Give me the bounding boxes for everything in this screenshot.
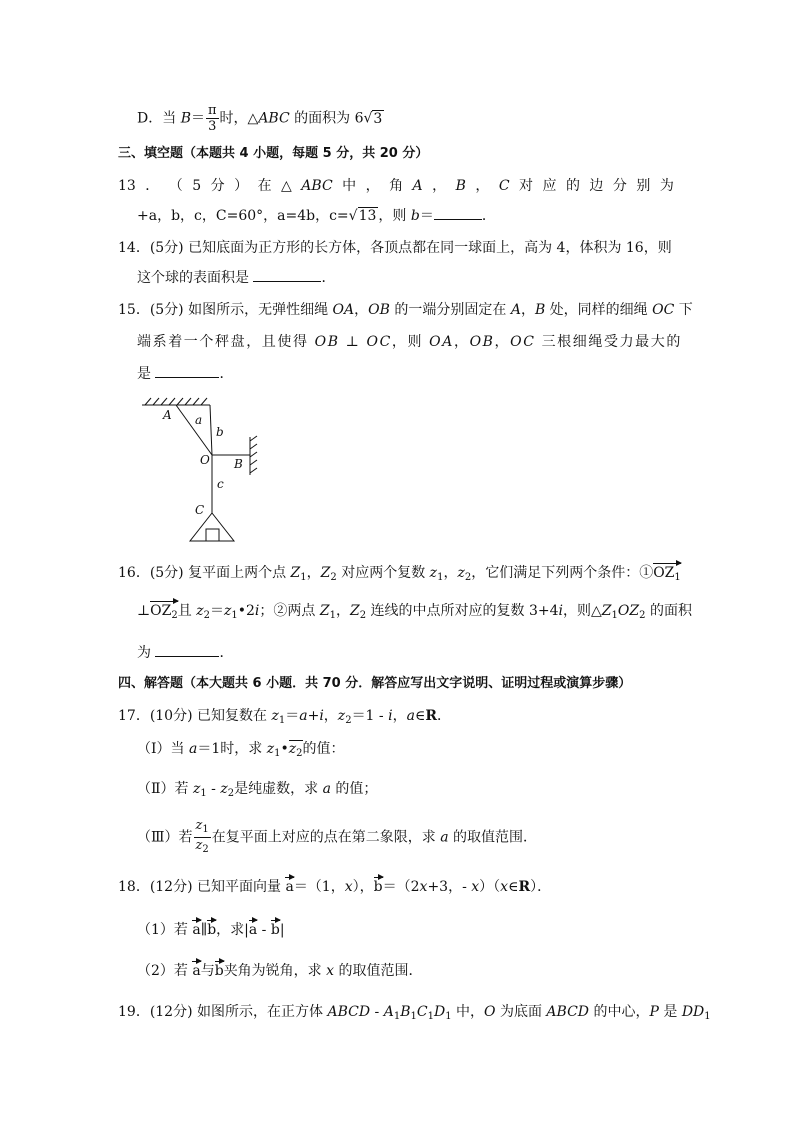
q14-line2: 这个球的表面积是 ． — [137, 270, 336, 286]
section-3-title: 三、填空题（本题共 4 小题，每题 5 分，共 20 分） — [118, 146, 429, 161]
label-a: a — [195, 413, 203, 427]
q13-token: 边 — [589, 178, 604, 194]
answer-blank-14[interactable] — [253, 269, 321, 282]
vector-oz1: $OZ_1$ — [653, 563, 681, 586]
q17-stem: 17．(10分) 已知复数在 $z_1=a+i$，$z_2=1 - i$，a∈R． — [118, 708, 451, 726]
q13-token: ． — [145, 178, 160, 194]
q16-line1: 16．(5分) 复平面上两个点 $Z_1$，$Z_2$ 对应两个复数 $z_1$，$z_2$，它们满足下列两个条件：$①OZ_1$ — [118, 563, 681, 588]
q13-line1 — [118, 176, 674, 196]
label-b: b — [216, 425, 224, 439]
q15-line1: 15．(5分) 如图所示，无弹性细绳 OA，OB 的一端分别固定在 A，B 处，同样的细绳 OC 下 — [118, 302, 693, 318]
q13-token: 对 — [519, 178, 534, 194]
q17-part1: （Ⅰ）当 a＝1时，求 $z_1•z_2$的值： — [137, 741, 345, 759]
label-B: B — [234, 457, 243, 471]
q13-token: 应 — [542, 178, 557, 194]
q15-line2: 端系着一个秤盘，且使得 OB ⊥ OC，则 OA，OB，OC 三根细绳受力最大的 — [137, 334, 682, 350]
q13-token: 中 — [342, 178, 357, 194]
q13-token: ， — [365, 178, 380, 194]
option-d: D．当 B＝ $\frac{\pi}{3}$ 时，△ABC 的面积为 6√3 — [137, 103, 383, 134]
rope-figure — [140, 395, 270, 545]
q13-token: 在 — [257, 178, 272, 194]
scale-pan — [190, 513, 234, 541]
q19-stem: 19．(12分) 如图所示，在正方体 ABCD - $A_1B_1C_1D_1$ 中，O 为底面 ABCD 的中心，P 是 $DD_1$ — [118, 1004, 711, 1022]
answer-blank-13[interactable] — [434, 207, 482, 220]
vector-oz2: $OZ_2$ — [150, 601, 178, 624]
q13-token: △ — [281, 178, 292, 194]
q13-token: 5 — [192, 178, 202, 194]
fraction-pi-3: $\frac{\pi}{3}$ — [207, 103, 217, 134]
q18-stem: 18．(12分) 已知平面向量 a＝（1，x），b＝（2x+3，- x）（x∈R）． — [118, 879, 552, 895]
q13-token: 的 — [565, 178, 580, 194]
rope-a — [176, 405, 212, 455]
fraction-z1-z2: $\frac{z_1}{z_2}$ — [195, 818, 209, 855]
q13-token: ， — [432, 178, 447, 194]
q13-token: 别 — [636, 178, 651, 194]
label-O: O — [200, 453, 210, 467]
label-C: C — [195, 503, 205, 517]
section-4-title: 四、解答题（本大题共 6 小题．共 70 分．解答应写出文字说明、证明过程或演算步骤） — [118, 676, 632, 691]
q13-token: 为 — [659, 178, 674, 194]
q16-line2: $\perp OZ_2$且 $z_2=z_1•2i$；②两点 $Z_1$，$Z_2$ 连线的中点所对应的复数 3+4i，则$\triangle Z_1OZ_2$ 的面积 — [137, 601, 692, 626]
q13-token: A — [412, 178, 423, 194]
q13-token: 角 — [389, 178, 404, 194]
q13-token: ABC — [301, 178, 333, 194]
q15-line3: 是 ． — [137, 366, 234, 382]
q18-part2: （2）若 a与b夹角为锐角，求 x 的取值范围． — [137, 963, 423, 979]
answer-blank-15[interactable] — [155, 365, 219, 378]
label-c: c — [217, 477, 224, 491]
q16-line3: 为 ． — [137, 645, 234, 661]
q13-token: 分 — [210, 178, 225, 194]
q13-line2: +a，b，c，C=60°，a=4b，c=√13 ，则 b＝ ． — [137, 208, 496, 224]
q18-part1: （1）若 a∥b，求|a - b| — [137, 922, 285, 938]
answer-blank-16[interactable] — [155, 644, 219, 657]
ceiling-hatch — [142, 398, 210, 405]
label-A: A — [163, 408, 172, 422]
q17-part3: （Ⅲ）若 $\frac{z_1}{z_2}$ 在复平面上对应的点在第二象限，求 a 的取值范围． — [137, 818, 538, 855]
q13-token: ， — [475, 178, 490, 194]
q13-token: 分 — [612, 178, 627, 194]
weight-box — [206, 529, 219, 541]
q13-token: ） — [234, 178, 249, 194]
wall-hatch — [250, 436, 257, 475]
q14-line1: 14．(5分) 已知底面为正方形的长方体，各顶点都在同一球面上，高为 4，体积为 16，则 — [118, 240, 672, 256]
q13-token: C — [498, 178, 510, 194]
q17-part2: （Ⅱ）若 $z_1 - z_2$是纯虚数，求 a 的值； — [137, 781, 378, 799]
q13-token: 13 — [118, 178, 136, 194]
q13-token: B — [455, 178, 466, 194]
q13-token: （ — [168, 178, 183, 194]
rope-b — [210, 405, 212, 455]
